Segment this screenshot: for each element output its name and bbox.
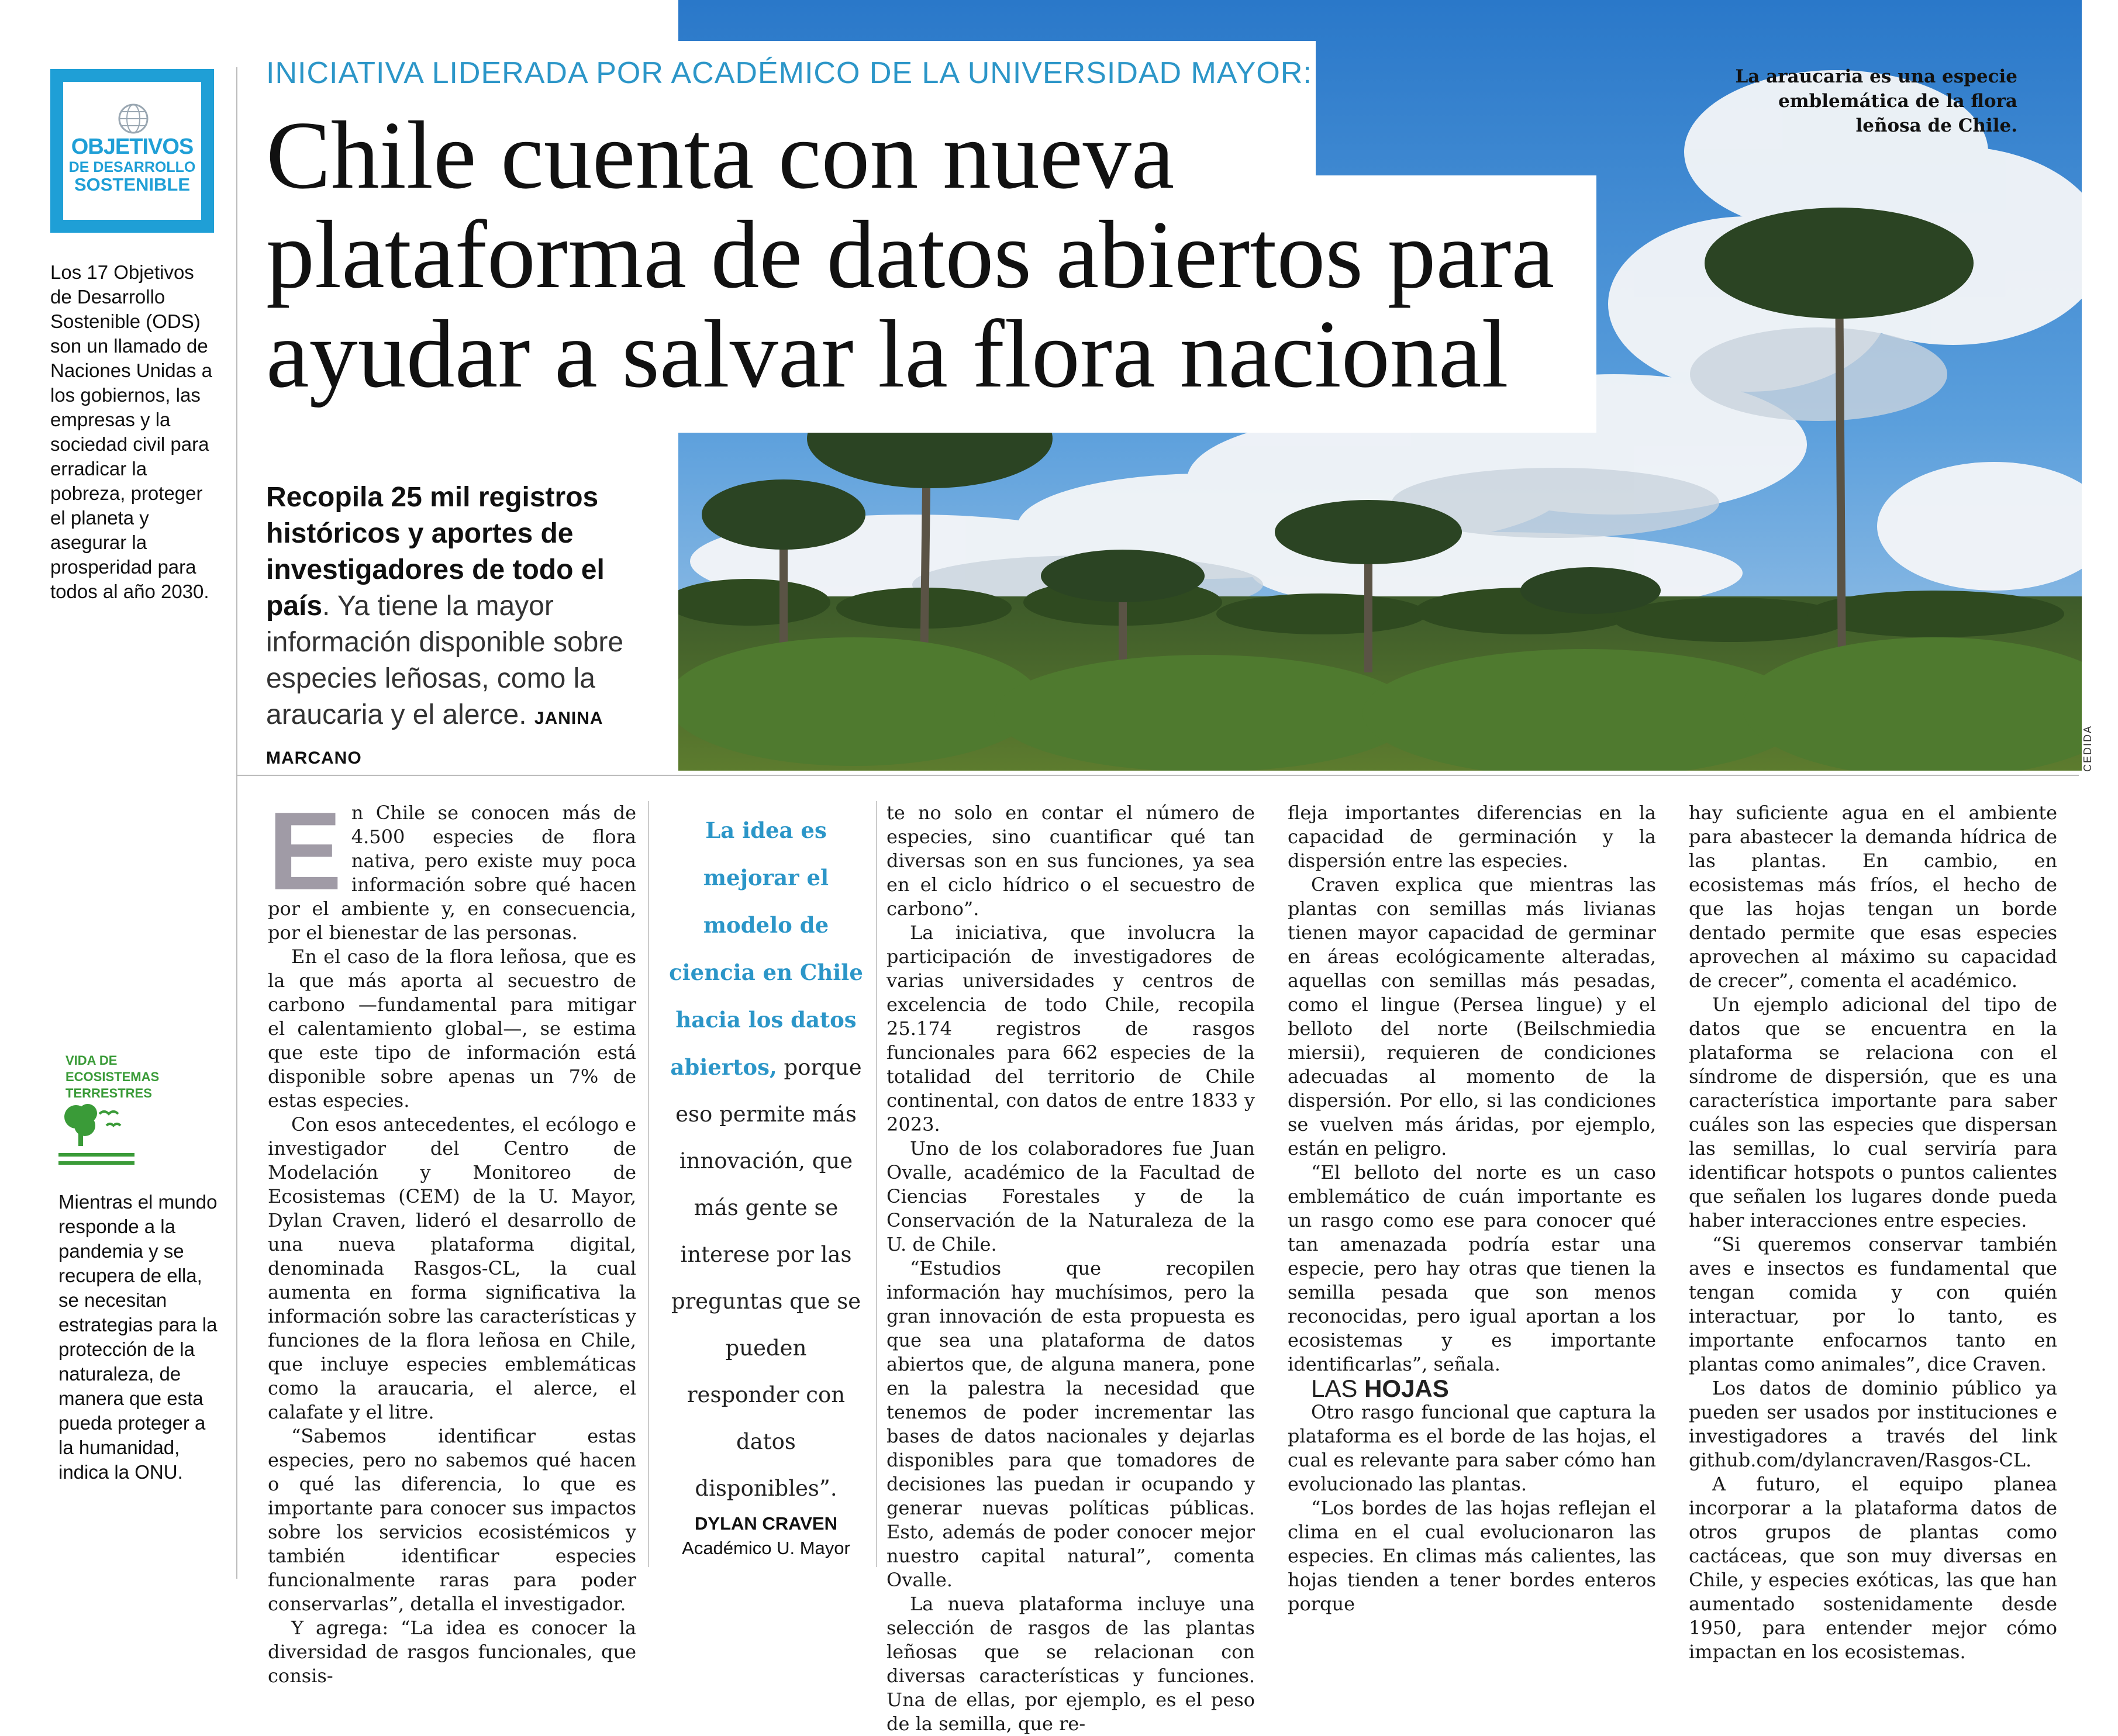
paragraph: fleja importantes diferencias en la capacidad de germinación y la dispersión entre las especies.: [1288, 802, 1656, 872]
paragraph: hay suficiente agua en el ambiente para abastecer la demanda hídrica de las plantas. En cambio, en ecosistemas más fríos, el hecho de que las hojas tengan un borde dentado permite que esas especies aprovechen al máximo su capacidad de crecer”, comenta el académico.: [1689, 802, 2057, 992]
paragraph: A futuro, el equipo planea incorporar a la plataforma datos de otros grupos de plantas como cactáceas, que son muy diversas en Chile, y especies exóticas, las que han aumentado sostenidamente desde 1950, para entender mejor cómo impactan en los ecosistemas.: [1689, 1473, 2057, 1663]
body-column-1: [268, 789, 636, 1688]
body-column-5: [1689, 801, 2057, 1664]
pull-quote: [667, 807, 865, 1512]
paragraph: “Los bordes de las hojas reflejan el clima en el cual evolucionaron las especies. En climas más calientes, las hojas tienden a tener bordes enteros porque: [1288, 1497, 1656, 1615]
paragraph: te no solo en contar el número de especies, sino cuantificar qué tan diversas son en sus funciones, ya sea en el ciclo hídrico o el secuestro de carbono”.: [886, 802, 1255, 920]
ods-logo-line-3: SOSTENIBLE: [74, 174, 191, 195]
column-divider: [648, 801, 649, 1567]
paragraph: “Sabemos identificar estas especies, pero no sabemos qué hacen o qué las diferencia, lo que es importante para conocer sus impactos sobre los servicios ecosistémicos y también identificar especies funcionalmente raras para poder conservarlas”, detalla el investigador.: [268, 1425, 636, 1615]
kicker: INICIATIVA LIDERADA POR ACADÉMICO DE LA UNIVERSIDAD MAYOR:: [266, 56, 1312, 90]
paragraph: Y agrega: “La idea es conocer la diversidad de rasgos funcionales, que consis-: [268, 1617, 636, 1687]
deck-bold: Recopila 25 mil registros históricos y aportes de investigadores de todo el país: [266, 482, 605, 622]
paragraph: “El belloto del norte es un caso emblemático de cuán importante es un rasgo como ese para conocer qué tan amenazada podría estar una especie, pero hay otras que tienen la semilla pesada que son menos reconocidas, pero igual aportan a los ecosistemas y es importante identificarlas”, señala.: [1288, 1161, 1656, 1375]
deck-light: . Ya tiene la mayor información disponible sobre especies leñosas, como la araucaria y el alerce.: [266, 591, 624, 730]
subhead-bold: HOJAS: [1364, 1375, 1449, 1402]
paragraph: La nueva plataforma incluye una selección de rasgos de las plantas leñosas que se relacionan con diversas características y funciones. Una de ellas, por ejemplo, es el peso de la semilla, que re-: [886, 1593, 1255, 1735]
headline-line-1: Chile cuenta con nueva: [266, 101, 1175, 209]
sidebar-onu-text: Mientras el mundo responde a la pandemia y se recupera de ella, se necesitan estrategias para la protección de la naturaleza, de manera que esta pueda proteger a la humanidad, indica la ONU.: [58, 1191, 218, 1483]
paragraph: Un ejemplo adicional del tipo de datos que se encuentra en la plataforma se relaciona con el síndrome de dispersión, que es una característica importante para saber cuáles son las especies que dispersan las semillas, lo cual serviría para identificar hotspots o puntos calientes que señalen los lugares donde pueda haber interacciones entre especies.: [1689, 993, 2057, 1231]
subhead-pre: LAS: [1311, 1375, 1365, 1402]
headline: [266, 101, 1611, 408]
paragraph: “Estudios que recopilen información hay muchísimos, pero la gran innovación de esta propuesta es que sea una plataforma de datos abiertos que, de alguna manera, pone en la palestra la necesidad que tenemos de poder incrementar las bases de datos nacionales y dejarlas disponibles para que tomadores de decisiones las puedan ir ocupando y generar nuevas políticas públicas. Esto, además de poder conocer mejor nuestro capital natural”, comenta Ovalle.: [886, 1257, 1255, 1591]
headline-line-2: plataforma de datos abiertos para: [266, 201, 1555, 308]
deck: [266, 479, 629, 776]
column-divider: [876, 801, 877, 1567]
paragraph: En el caso de la flora leñosa, que es la que más aporta al secuestro de carbono —fundamental para mitigar el calentamiento global—, se estima que este tipo de información está disponible sobre apenas un 7% de estas especies.: [268, 945, 636, 1112]
byline: JANINA MARCANO: [266, 709, 603, 768]
paragraph: La iniciativa, que involucra la participación de investigadores de varias universidades y centros de excelencia de todo Chile, recopila 25.174 registros de rasgos funcionales para 662 especies de la totalidad del territorio de Chile continental, con datos de entre 1833 y 2023.: [886, 922, 1255, 1136]
dropcap: E: [268, 789, 342, 913]
paragraph: Con esos antecedentes, el ecólogo e investigador del Centro de Modelación y Monitoreo de Ecosistemas (CEM) de la U. Mayor, Dylan Craven, lideró el desarrollo de una nueva plataforma digital, denominada Rasgos-CL, la cual aumenta en forma significativa la información sobre las características y funciones de la flora leñosa en Chile, que incluye especies emblemáticas como la araucaria, el alerce, el calafate y el litre.: [268, 1113, 636, 1423]
body-column-4: [1288, 801, 1656, 1616]
body-column-3: [886, 801, 1255, 1736]
headline-line-3: ayudar a salvar la flora nacional: [266, 300, 1509, 408]
sidebar-divider: [236, 67, 237, 1579]
ods-logo-line-2: DE DESARROLLO: [68, 159, 196, 175]
paragraph-text: n Chile se conocen más de 4.500 especies de flora nativa, pero existe muy poca información sobre qué hacen por el ambiente y, en consecuencia, por el bienestar de las personas.: [268, 802, 636, 944]
pull-quote-role: Académico U. Mayor: [682, 1538, 850, 1558]
photo-caption: La araucaria es una especie emblemática de la flora leñosa de Chile.: [1735, 66, 2017, 136]
pull-quote-rest: porque eso permite más innovación, que más gente se interese por las preguntas que se pueden responder con datos disponibles”.: [671, 1055, 862, 1501]
ods-logo-line-1: OBJETIVOS: [71, 134, 194, 159]
paragraph: [268, 789, 636, 945]
vida-ecosistemas-label: VIDA DE ECOSISTEMAS TERRESTRES: [65, 1053, 160, 1100]
paragraph: Los datos de dominio público ya pueden ser usados por instituciones e investigadores a través del link github.com/dylancraven/Rasgos-CL.: [1689, 1377, 2057, 1471]
tree-birds-icon: [58, 1099, 134, 1169]
paragraph: Uno de los colaboradores fue Juan Ovalle, académico de la Facultad de Ciencias Forestales y de la Conservación de la Naturaleza de la U. de Chile.: [886, 1137, 1255, 1255]
photo-credit: CEDIDA: [2082, 724, 2093, 772]
pull-quote-highlight: La idea es mejorar el modelo de ciencia en Chile hacia los datos abiertos,: [669, 817, 863, 1080]
paragraph: Otro rasgo funcional que captura la plataforma es el borde de las hojas, el cual es relevante para saber cómo han evolucionado las plantas.: [1288, 1401, 1656, 1495]
subhead: [1288, 1376, 1656, 1400]
section-rule: [237, 775, 2079, 776]
un-globe-icon: [117, 102, 150, 135]
sidebar-ods-text: Los 17 Objetivos de Desarrollo Sostenible (ODS) son un llamado de Naciones Unidas a los gobiernos, las empresas y la sociedad civil para erradicar la pobreza, proteger el planeta y asegurar la prosperidad para todos al año 2030.: [50, 261, 212, 602]
pull-quote-name: DYLAN CRAVEN: [695, 1513, 837, 1534]
paragraph: Craven explica que mientras las plantas con semillas más livianas tienen mayor capacidad de germinar en áreas ecológicamente alteradas, aquellas con semillas más pesadas, como el lingue (Persea lingue) y el belloto del norte (Beilschmiedia miersii), requieren de condiciones adecuadas al momento de la dispersión. Por ello, si las condiciones se vuelven más áridas, por ejemplo, están en peligro.: [1288, 874, 1656, 1159]
paragraph: “Si queremos conservar también aves e insectos es fundamental que tengan comida y con quién interactuar, por lo tanto, es importante enfocarnos tanto en plantas como animales”, dice Craven.: [1689, 1233, 2057, 1375]
